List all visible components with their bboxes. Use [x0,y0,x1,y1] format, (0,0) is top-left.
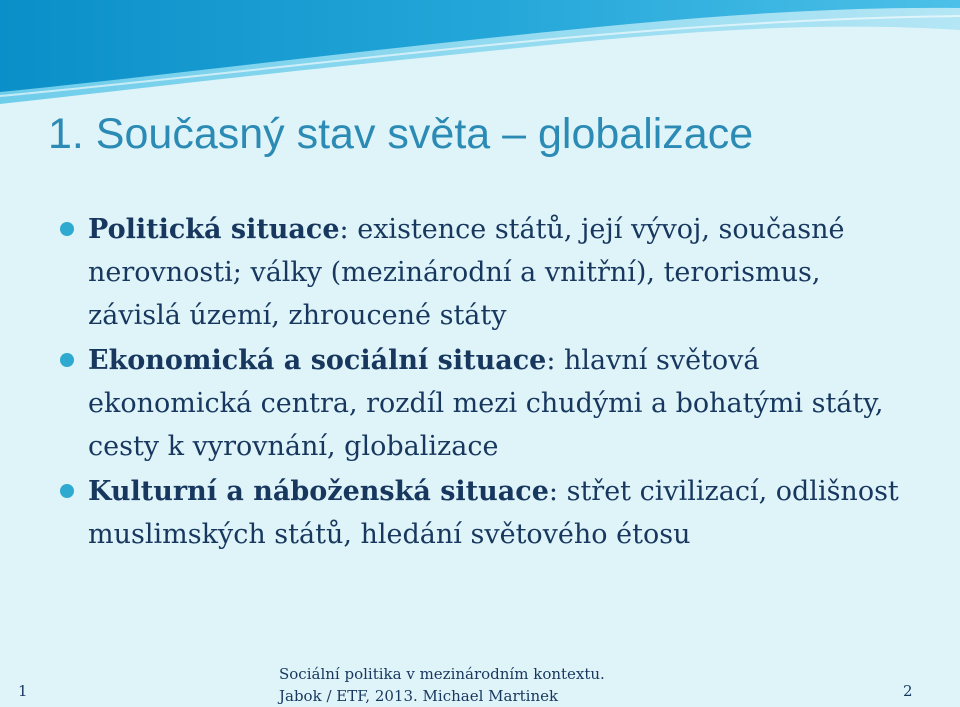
bullet-heading: Kulturní a náboženská situace [88,476,549,507]
footer-right-number: 2 [903,682,913,700]
bullet-heading: Politická situace [88,214,340,245]
bullet-text: : existence států, její vývoj, současné nerovnosti; války (mezinárodní a vnitřní), terorismus, závislá území, zhroucené státy [88,214,845,331]
bullet-item-economic [60,339,920,468]
footer-line-2: Jabok / ETF, 2013. Michael Martinek [279,687,559,705]
bullet-dot-icon [60,222,74,236]
bullet-text: : hlavní světová ekonomická centra, rozdíl mezi chudými a bohatými státy, cesty k vyrovnání, globalizace [88,345,884,462]
bullet-heading: Ekonomická a sociální situace [88,345,547,376]
bullet-list [60,208,920,558]
bullet-item-cultural [60,470,920,556]
header-wave-decoration [0,0,960,110]
footer-left-number: 1 [18,682,28,700]
bullet-dot-icon [60,484,74,498]
footer-center-text [279,663,605,707]
footer-line-1: Sociální politika v mezinárodním kontextu. [279,665,605,683]
bullet-item-political [60,208,920,337]
bullet-dot-icon [60,353,74,367]
slide-title: 1. Současný stav světa – globalizace [48,110,754,158]
bullet-text: : střet civilizací, odlišnost muslimských států, hledání světového étosu [88,476,899,550]
